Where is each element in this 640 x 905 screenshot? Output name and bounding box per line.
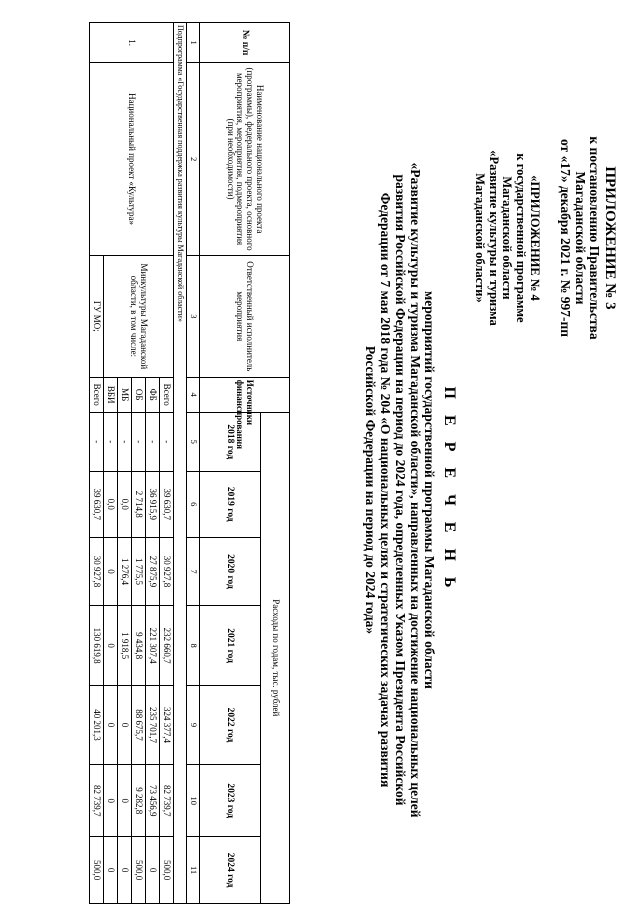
- header-year: 2021 год: [200, 606, 261, 685]
- appendix-header: [472, 48, 618, 428]
- column-number: 7: [187, 537, 200, 606]
- value-cell: 39 630,7: [90, 471, 104, 537]
- value-cell: 0: [104, 765, 118, 837]
- value-cell: 40 201,3: [90, 685, 104, 764]
- value-cell: 73 456,9: [146, 765, 160, 837]
- executor-name: Минкультуры Магаданской области, в том числе:: [104, 255, 174, 377]
- value-cell: -: [146, 412, 160, 471]
- header-year: 2024 год: [200, 837, 261, 904]
- column-number: 11: [187, 837, 200, 904]
- value-cell: 324 377,4: [160, 685, 174, 764]
- value-cell: -: [160, 412, 174, 471]
- appendix-line: Магаданской области: [572, 171, 588, 305]
- appendix-ref: «ПРИЛОЖЕНИЕ № 4: [527, 175, 542, 301]
- value-cell: 0: [104, 685, 118, 764]
- column-number: 5: [187, 412, 200, 471]
- project-name: Национальный проект «Культура»: [90, 63, 174, 256]
- value-cell: 232 660,7: [160, 606, 174, 685]
- value-cell: 2 714,8: [132, 471, 146, 537]
- title-line: «Развитие культуры и туризма Магаданской области», направленных на достижение национальных целей: [407, 162, 423, 818]
- value-cell: 130 619,8: [90, 606, 104, 685]
- appendix-line: Магаданской области»: [472, 173, 487, 303]
- value-cell: 500,0: [160, 837, 174, 904]
- value-cell: 500,0: [90, 837, 104, 904]
- column-number: 3: [187, 255, 200, 377]
- value-cell: 235 701,7: [146, 685, 160, 764]
- source-cell: Всего: [160, 377, 174, 412]
- value-cell: -: [118, 412, 132, 471]
- value-cell: 0: [118, 765, 132, 837]
- sub-executor-name: ГУ МО;: [90, 255, 104, 377]
- document-title-block: [362, 90, 458, 890]
- header-year: 2023 год: [200, 765, 261, 837]
- value-cell: 0: [104, 837, 118, 904]
- column-number: 10: [187, 765, 200, 837]
- value-cell: 82 739,7: [90, 765, 104, 837]
- table-row: [160, 23, 174, 904]
- value-cell: 39 630,7: [160, 471, 174, 537]
- value-cell: 0: [104, 606, 118, 685]
- value-cell: -: [90, 412, 104, 471]
- title-line: мероприятий государственной программы Магаданской области: [422, 291, 438, 689]
- value-cell: 27 875,9: [146, 537, 160, 606]
- title-line: развития Российской Федерации на период до 2024 года, определенных Указом Президента Российской: [392, 174, 408, 806]
- source-cell: ФБ: [146, 377, 160, 412]
- source-cell: ОБ: [132, 377, 146, 412]
- row-number: 1.: [90, 23, 174, 63]
- value-cell: 9 434,8: [132, 606, 146, 685]
- header-source: Источники финансирования: [200, 377, 290, 412]
- value-cell: 0: [118, 837, 132, 904]
- value-cell: -: [132, 412, 146, 471]
- header-year: 2019 год: [200, 471, 261, 537]
- value-cell: 1 775,5: [132, 537, 146, 606]
- header-name: Наименование национального проекта (программы), федерального проекта, основного мероприятия, мероприятия, подмероприятия (при необходимости): [200, 63, 290, 256]
- value-cell: 9 282,8: [132, 765, 146, 837]
- value-cell: 30 927,8: [160, 537, 174, 606]
- appendix-date: от «17» декабря 2021 г. № 997-пп: [557, 138, 573, 337]
- column-number: 2: [187, 63, 200, 256]
- appendix-number: ПРИЛОЖЕНИЕ № 3: [602, 166, 618, 310]
- column-number: 8: [187, 606, 200, 685]
- source-cell: МБ: [118, 377, 132, 412]
- value-cell: 0: [118, 685, 132, 764]
- value-cell: 0,0: [118, 471, 132, 537]
- header-no: № п/п: [200, 23, 290, 63]
- header-executor: Ответственный исполнитель мероприятия: [200, 255, 290, 377]
- value-cell: 0: [104, 537, 118, 606]
- appendix-line: Магаданской области: [500, 176, 515, 300]
- value-cell: 88 675,7: [132, 685, 146, 764]
- value-cell: 0: [146, 837, 160, 904]
- column-number: 1: [187, 23, 200, 63]
- source-cell: Всего: [90, 377, 104, 412]
- appendix-line: к постановлению Правительства: [587, 136, 603, 340]
- title-line: Федерации от 7 мая 2018 года № 204 «О национальных целях и стратегических задачах развития: [377, 192, 393, 788]
- value-cell: 36 915,9: [146, 471, 160, 537]
- appendix-line: к государственной программе: [514, 153, 529, 323]
- column-number: 4: [187, 377, 200, 412]
- header-expenses: Расходы по годам, тыс. рублей: [261, 412, 290, 903]
- header-year: 2020 год: [200, 537, 261, 606]
- value-cell: 82 739,7: [160, 765, 174, 837]
- value-cell: 1 276,4: [118, 537, 132, 606]
- column-number: 6: [187, 471, 200, 537]
- value-cell: 30 927,8: [90, 537, 104, 606]
- value-cell: -: [104, 412, 118, 471]
- subprogram-title: Подпрограмма «Государственная поддержка развития культуры Магаданской области»: [174, 23, 187, 904]
- header-year: 2022 год: [200, 685, 261, 764]
- header-year: 2018 год: [200, 412, 261, 471]
- value-cell: 1 918,5: [118, 606, 132, 685]
- value-cell: 221 307,4: [146, 606, 160, 685]
- appendix-line: «Развитие культуры и туризма: [486, 150, 501, 326]
- expenses-table: [89, 22, 290, 904]
- column-number: 9: [187, 685, 200, 764]
- value-cell: 0,0: [104, 471, 118, 537]
- document-heading: П Е Р Е Ч Е Н Ь: [441, 386, 458, 594]
- title-line: Российской Федерации на период до 2024 года»: [363, 345, 379, 635]
- source-cell: ВБИ: [104, 377, 118, 412]
- value-cell: 500,0: [132, 837, 146, 904]
